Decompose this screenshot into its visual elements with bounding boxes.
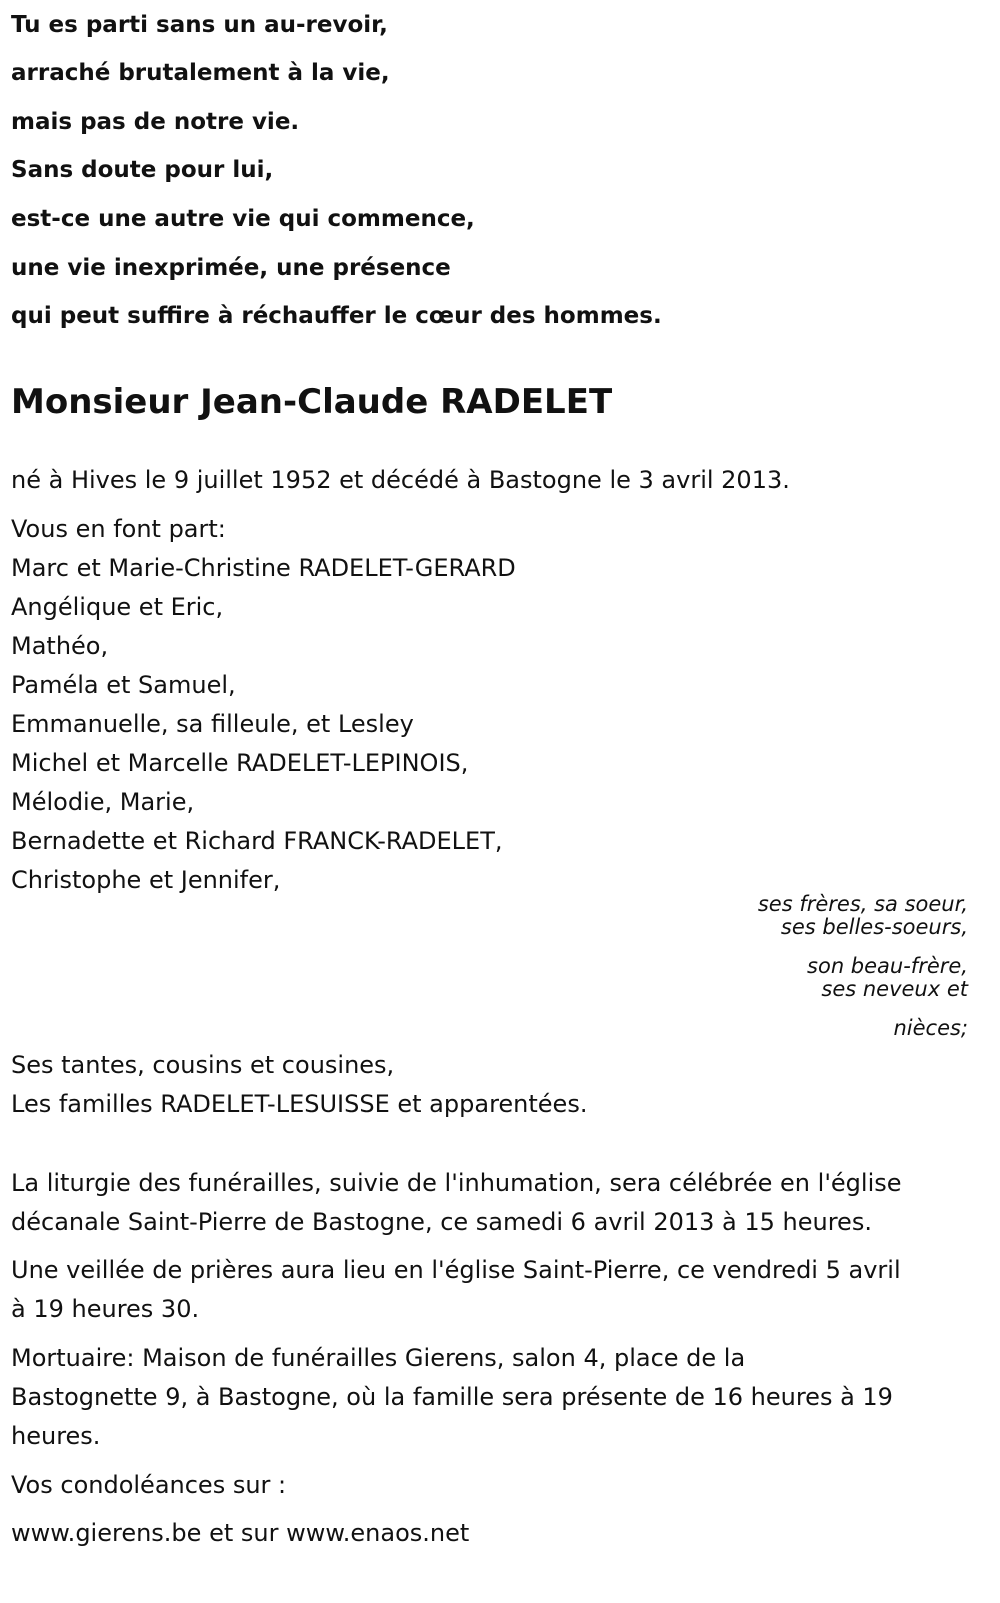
condolences-label: Vos condoléances sur : <box>11 1471 287 1499</box>
relation-note: ses neveux et <box>821 977 968 1001</box>
extended-family-line: Ses tantes, cousins et cousines, <box>11 1051 395 1079</box>
family-member: Emmanuelle, sa filleule, et Lesley <box>11 710 414 738</box>
sites-joiner: et sur <box>201 1519 287 1547</box>
poem-line: une vie inexprimée, une présence <box>11 255 451 281</box>
enaos-link[interactable]: www.enaos.net <box>286 1519 470 1547</box>
relation-note: son beau-frère, <box>807 954 968 978</box>
poem-line: arraché brutalement à la vie, <box>11 60 390 86</box>
family-member: Bernadette et Richard FRANCK-RADELET, <box>11 827 503 855</box>
extended-family-line: Les familles RADELET-LESUISSE et apparentées. <box>11 1090 588 1118</box>
announce-intro: Vous en font part: <box>11 515 226 543</box>
mortuary-line: Bastognette 9, à Bastogne, où la famille sera présente de 16 heures à 19 <box>11 1383 893 1411</box>
vigil-line: Une veillée de prières aura lieu en l'église Saint-Pierre, ce vendredi 5 avril <box>11 1256 901 1284</box>
relation-note: ses frères, sa soeur, <box>757 892 968 916</box>
funeral-line: décanale Saint-Pierre de Bastogne, ce samedi 6 avril 2013 à 15 heures. <box>11 1208 872 1236</box>
poem-line: Sans doute pour lui, <box>11 157 274 183</box>
relation-note: nièces; <box>893 1016 968 1040</box>
family-member: Christophe et Jennifer, <box>11 866 281 894</box>
mortuary-line: Mortuaire: Maison de funérailles Gierens, salon 4, place de la <box>11 1344 746 1372</box>
vigil-line: à 19 heures 30. <box>11 1295 200 1323</box>
family-member: Marc et Marie-Christine RADELET-GERARD <box>11 554 516 582</box>
relation-note: ses belles-soeurs, <box>780 915 968 939</box>
birth-death-text: né à Hives le 9 juillet 1952 et décédé à Bastogne le 3 avril 2013. <box>11 466 790 494</box>
poem-line: Tu es parti sans un au-revoir, <box>11 12 388 38</box>
deceased-name: Monsieur Jean-Claude RADELET <box>11 382 613 422</box>
family-member: Michel et Marcelle RADELET-LEPINOIS, <box>11 749 469 777</box>
family-member: Mélodie, Marie, <box>11 788 195 816</box>
funeral-line: La liturgie des funérailles, suivie de l'inhumation, sera célébrée en l'église <box>11 1169 902 1197</box>
mortuary-line: heures. <box>11 1422 101 1450</box>
family-member: Mathéo, <box>11 632 109 660</box>
family-member: Paméla et Samuel, <box>11 671 236 699</box>
poem-line: qui peut suffire à réchauffer le cœur des hommes. <box>11 303 662 329</box>
family-member: Angélique et Eric, <box>11 593 224 621</box>
poem-line: mais pas de notre vie. <box>11 109 300 135</box>
condolence-sites <box>11 1517 469 1549</box>
poem-line: est-ce une autre vie qui commence, <box>11 206 475 232</box>
gierens-link[interactable]: www.gierens.be <box>11 1519 202 1547</box>
